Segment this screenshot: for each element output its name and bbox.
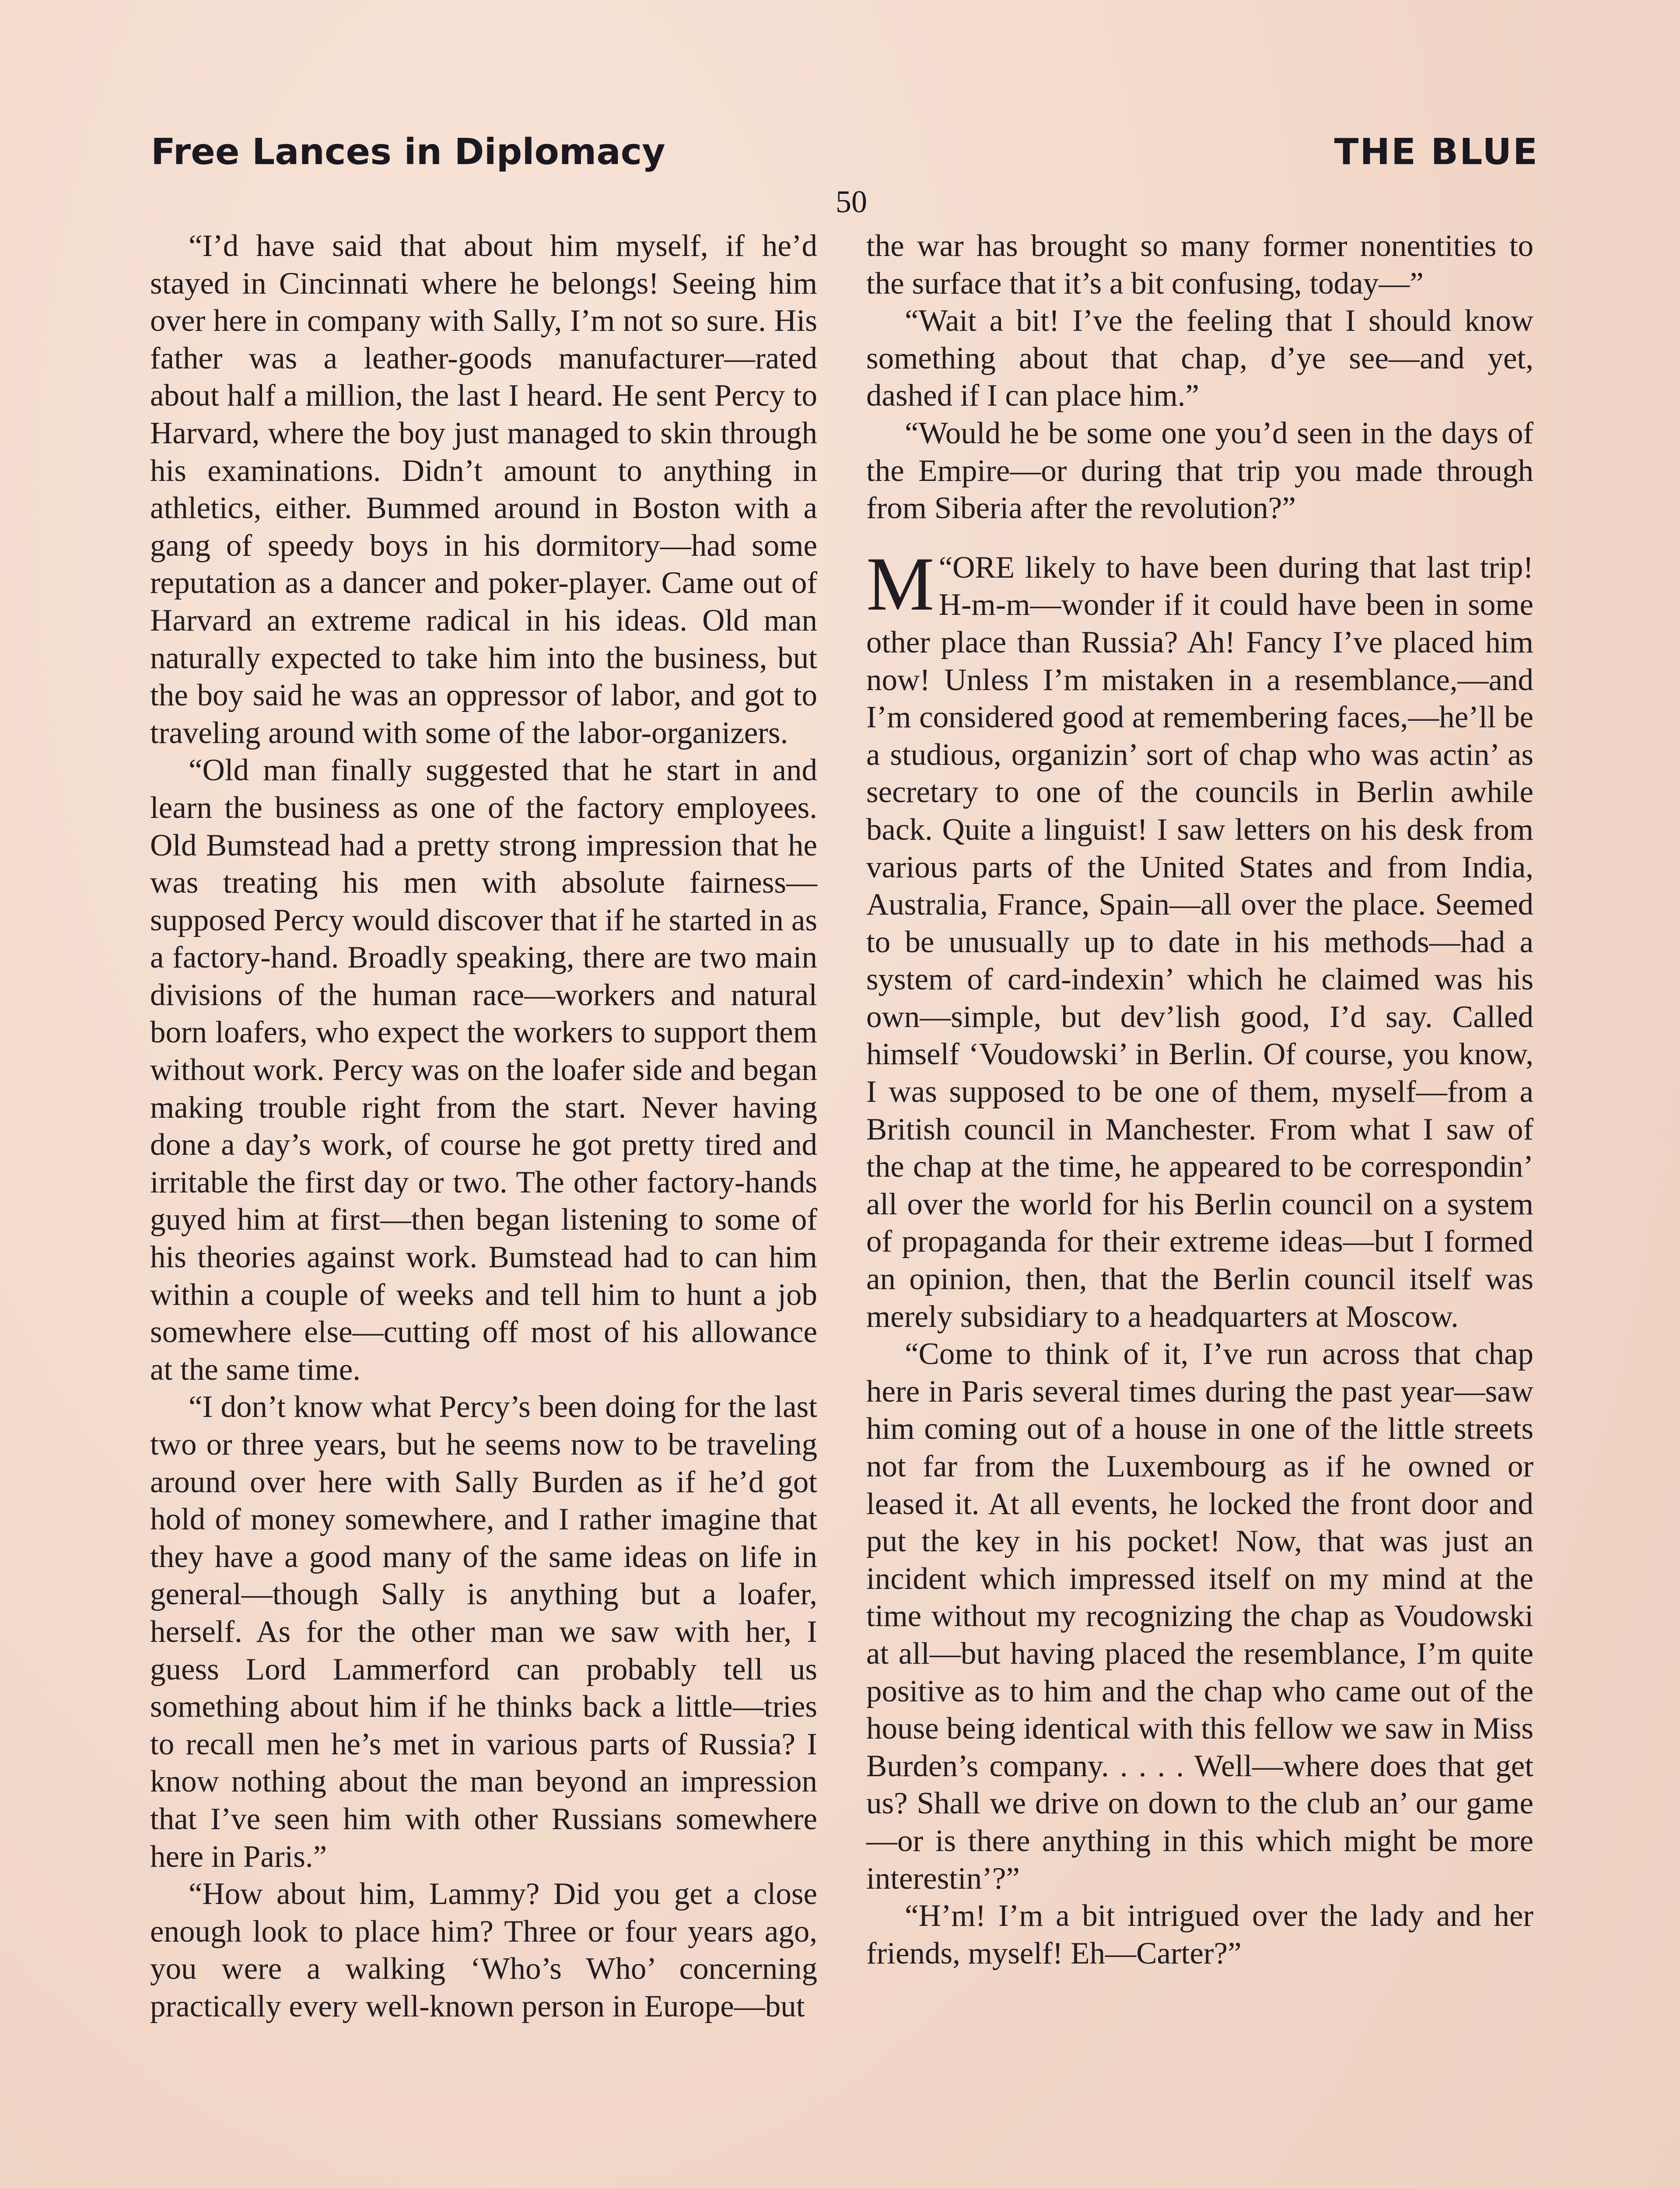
paragraph: “How about him, Lammy? Did you get a close enough look to place him? Three or four years ago, you were a walking ‘Who’s Who’ concerning practically every well-known person in Europe—but [150,1877,817,2023]
page-number: 50 [836,184,867,219]
paragraph: “Would he be some one you’d seen in the days of the Empire—or during that trip you made through from Siberia after the revolution?” [866,416,1533,526]
paragraph: “Come to think of it, I’ve run across that chap here in Paris several times during the past year—saw him coming out of a house in one of the little streets not far from the Luxembourg as if he owned or leased it. At all events, he locked the front door and put the key in his pocket! Now, that was just an incident which impressed itself on my mind at the time without my recognizing the chap as Voudowski at all—but having placed the resemblance, I’m quite positive as to him and the chap who came out of the house being identical with this fellow we saw in Miss Burden’s company. . . . . Well—where does that get us? Shall we drive on down to the club an’ our game—or is there anything in this which might be more interestin’?” [866,1337,1533,1896]
paragraph-continuation: the war has brought so many former nonentities to the surface that it’s a bit confusing, today—” [866,229,1533,301]
right-column [866,228,1533,1972]
paragraph: “Old man finally suggested that he start in and learn the business as one of the factory employees. Old Bumstead had a pretty strong impression that he was treating his men with absolute fairness—supposed Percy would discover that if he started in as a factory-hand. Broadly speaking, there are two main divisions of the human race—workers and natural born loafers, who expect the workers to support them without work. Percy was on the loafer side and began making trouble right from the start. Never having done a day’s work, of course he got pretty tired and irritable the first day or two. The other factory-hands guyed him at first—then began listening to some of his theories against work. Bumstead had to can him within a couple of weeks and tell him to hunt a job somewhere else—cutting off most of his allowance at the same time. [150,753,817,1387]
paragraph: “Wait a bit! I’ve the feeling that I should know something about that chap, d’ye see—and yet, dashed if I can place him.” [866,304,1533,413]
paragraph: “I don’t know what Percy’s been doing for the last two or three years, but he seems now to be traveling around over here with Sally Burden as if he’d got hold of money somewhere, and I rather imagine that they have a good many of the same ideas on life in general—though Sally is anything but a loafer, herself. As for the other man we saw with her, I guess Lord Lammerford can probably tell us something about him if he thinks back a little—tries to recall men he’s met in various parts of Russia? I know nothing about the man beyond an impression that I’ve seen him with other Russians somewhere here in Paris.” [150,1390,817,1874]
left-column [150,228,817,2026]
running-title: Free Lances in Diplomacy [151,131,665,173]
drop-cap: M [866,541,934,626]
open-quote: “ [938,550,953,585]
magazine-name: THE BLUE [1334,131,1539,173]
paragraph: “I’d have said that about him myself, if he’d stayed in Cincinnati where he belongs! Seeing him over here in company with Sally, I’m not so sure. His father was a leather-goods manufacturer—rated about half a million, the last I heard. He sent Percy to Harvard, where the boy just managed to skin through his examinations. Didn’t amount to anything in athletics, either. Bummed around in Boston with a gang of speedy boys in his dormitory—had some reputation as a dancer and poker-player. Came out of Harvard an extreme radical in his ideas. Old man naturally expected to take him into the business, but the boy said he was an oppressor of labor, and got to traveling around with some of the labor-organizers. [150,229,817,750]
section-text: ORE likely to have been during that last trip! H-m-m—wonder if it could have been in some other place than Russia? Ah! Fancy I’ve placed him now! Unless I’m mistaken in a resemblance,—and I’m considered good at remembering faces,—he’ll be a studious, organizin’ sort of chap who was actin’ as secretary to one of the councils in Berlin awhile back. Quite a linguist! I saw letters on his desk from various parts of the United States and from India, Australia, France, Spain—all over the place. Seemed to be unusually up to date in his methods—had a system of card-indexin’ which he claimed was his own—simple, but dev’lish good, I’d say. Called himself ‘Voudowski’ in Berlin. Of course, you know, I was supposed to be one of them, myself—from a British council in Manchester. From what I saw of the chap at the time, he appeared to be correspondin’ all over the world for his Berlin council on a system of propaganda for their extreme ideas—but I formed an opinion, then, that the Berlin council itself was merely subsidiary to a headquarters at Moscow. [866,550,1533,1334]
paragraph: “H’m! I’m a bit intrigued over the lady and her friends, myself! Eh—Carter?” [866,1899,1533,1971]
section-start-paragraph [866,541,1533,1336]
